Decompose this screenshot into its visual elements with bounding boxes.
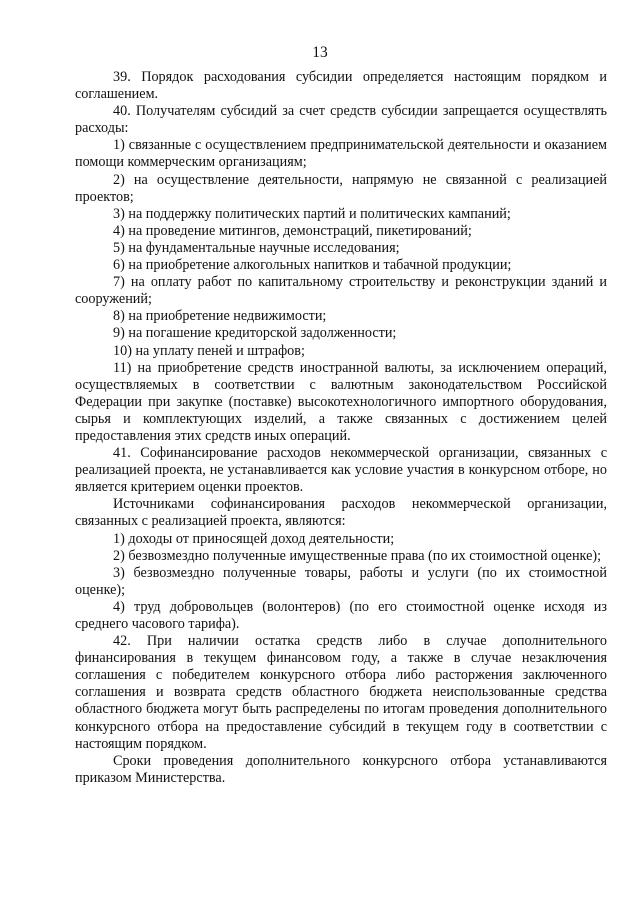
paragraph-cofinancing-sources: Источниками софинансирования расходов некоммерческой организации, связанных с реализацией проекта, являются: (75, 496, 607, 530)
document-body (75, 69, 607, 787)
list-item-source-3: 3) безвозмездно полученные товары, работы и услуги (по их стоимостной оценке); (75, 564, 607, 598)
list-item-source-2: 2) безвозмездно полученные имущественные права (по их стоимостной оценке); (113, 547, 602, 564)
paragraph-40: 40. Получателям субсидий за счет средств субсидии запрещается осуществлять расходы: (75, 103, 607, 137)
list-item-40-7: 7) на оплату работ по капитальному строительству и реконструкции зданий и сооружений; (75, 274, 607, 308)
paragraph-additional-selection-terms: Сроки проведения дополнительного конкурсного отбора устанавливаются приказом Министерства. (75, 752, 607, 786)
list-item-40-8: 8) на приобретение недвижимости; (113, 308, 327, 325)
list-item-40-3: 3) на поддержку политических партий и политических кампаний; (113, 205, 511, 222)
paragraph-39: 39. Порядок расходования субсидии определяется настоящим порядком и соглашением. (75, 69, 607, 103)
paragraph-42: 42. При наличии остатка средств либо в случае дополнительного финансирования в текущем финансовом году, а также в случае незаключения соглашения с победителем конкурсного отбора либо расторжения заключенного соглашения и возврата средств областного бюджета неиспользованные средства областного бюджета могут быть распределены по итогам проведения дополнительного конкурсного отбора на предоставление субсидий в текущем году в соответствии с настоящим порядком. (75, 633, 607, 752)
page-number: 13 (312, 44, 328, 61)
list-item-40-9: 9) на погашение кредиторской задолженности; (113, 325, 397, 342)
list-item-source-1: 1) доходы от приносящей доход деятельности; (113, 530, 395, 547)
list-item-40-1: 1) связанные с осуществлением предпринимательской деятельности и оказанием помощи коммерческим организациям; (75, 137, 607, 171)
list-item-40-11: 11) на приобретение средств иностранной валюты, за исключением операций, осуществляемых в соответствии с валютным законодательством Российской Федерации при закупке (поставке) высокотехнологичного импортного оборудования, сырья и комплектующих изделий, а также связанных с достижением целей предоставления этих средств иных операций. (75, 359, 607, 444)
list-item-40-2: 2) на осуществление деятельности, напрямую не связанной с реализацией проектов; (75, 171, 607, 205)
list-item-40-6: 6) на приобретение алкогольных напитков и табачной продукции; (113, 257, 512, 274)
paragraph-41: 41. Софинансирование расходов некоммерческой организации, связанных с реализацией проекта, не устанавливается как условие участия в конкурсном отборе, но является критерием оценки проектов. (75, 445, 607, 496)
list-item-40-4: 4) на проведение митингов, демонстраций, пикетирований; (113, 222, 472, 239)
list-item-40-10: 10) на уплату пеней и штрафов; (113, 342, 305, 359)
list-item-source-4: 4) труд добровольцев (волонтеров) (по его стоимостной оценке исходя из среднего часового тарифа). (75, 598, 607, 632)
list-item-40-5: 5) на фундаментальные научные исследования; (113, 239, 400, 256)
